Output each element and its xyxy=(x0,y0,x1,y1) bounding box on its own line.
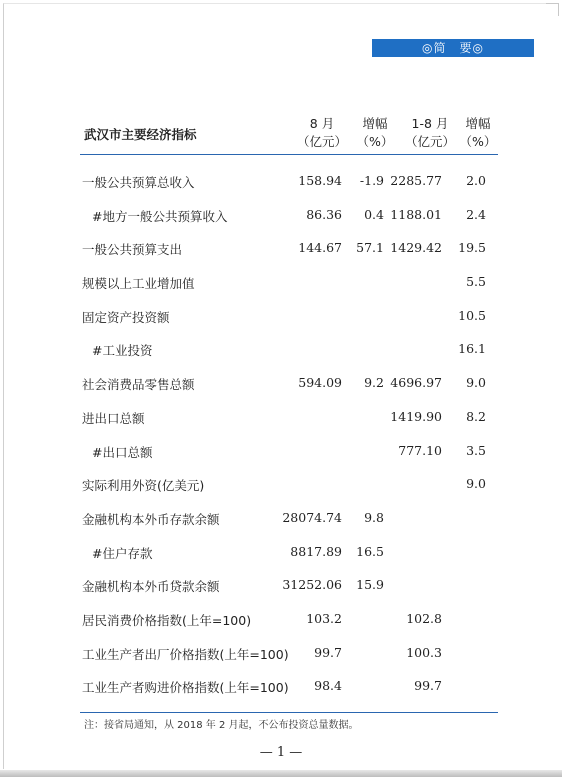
table-header xyxy=(80,113,498,155)
cell-ytd-value: 99.7 xyxy=(414,678,442,694)
column-header-aug-growth: 增幅 （%） xyxy=(356,116,394,149)
cell-aug-value: 158.94 xyxy=(298,173,342,188)
row-label: 工业生产者购进价格指数(上年=100) xyxy=(82,680,289,696)
table-row xyxy=(80,368,498,402)
table-row xyxy=(80,334,498,368)
cell-aug-growth: 16.5 xyxy=(356,543,384,559)
table-row xyxy=(80,436,498,470)
cell-aug-value: 144.67 xyxy=(298,240,342,256)
cell-ytd-value: 2285.77 xyxy=(390,173,442,188)
row-label: #工业投资 xyxy=(92,343,153,359)
cell-aug-growth: 0.4 xyxy=(364,206,384,222)
cell-aug-growth: 15.9 xyxy=(356,577,384,593)
row-label: 进出口总额 xyxy=(82,410,145,426)
table-row xyxy=(80,267,498,301)
cell-aug-growth: 57.1 xyxy=(356,240,384,256)
page-number: — 1 — xyxy=(259,745,303,760)
indicator-table xyxy=(80,166,498,705)
cell-aug-growth: 9.8 xyxy=(364,509,384,525)
cell-ytd-growth: 19.5 xyxy=(458,240,486,256)
cell-ytd-growth: 16.1 xyxy=(458,341,486,357)
row-label: 工业生产者出厂价格指数(上年=100) xyxy=(82,646,289,662)
row-label: 金融机构本外币贷款余额 xyxy=(82,579,220,595)
cell-ytd-growth: 2.4 xyxy=(466,206,486,222)
row-label: 固定资产投资额 xyxy=(82,309,170,325)
cell-ytd-value: 4696.97 xyxy=(390,375,442,391)
cell-ytd-value: 102.8 xyxy=(406,610,442,626)
cell-aug-value: 28074.74 xyxy=(282,509,342,525)
table-row xyxy=(80,469,498,503)
table-row xyxy=(80,638,498,672)
cell-ytd-growth: 3.5 xyxy=(466,442,486,458)
table-row xyxy=(80,537,498,571)
cell-aug-growth: -1.9 xyxy=(359,173,384,188)
row-label: 居民消费价格指数(上年=100) xyxy=(82,612,252,628)
cell-aug-value: 594.09 xyxy=(298,375,342,391)
table-row xyxy=(80,503,498,537)
table-row xyxy=(80,570,498,604)
row-label: 一般公共预算支出 xyxy=(82,242,183,258)
cell-aug-value: 98.4 xyxy=(314,678,342,694)
row-label: #地方一般公共预算收入 xyxy=(92,208,228,224)
column-header-aug: 8 月 （亿元） xyxy=(296,116,347,149)
table-row xyxy=(80,166,498,200)
table-row xyxy=(80,233,498,267)
table-row xyxy=(80,671,498,705)
table-row xyxy=(80,604,498,638)
cell-aug-growth: 9.2 xyxy=(364,375,384,391)
row-label: 一般公共预算总收入 xyxy=(82,175,195,190)
header-rule xyxy=(80,154,498,155)
footnote: 注：接省局通知，从 2018 年 2 月起，不公布投资总量数据。 xyxy=(84,720,359,731)
cell-aug-value: 8817.89 xyxy=(290,543,342,559)
column-header-ytd-growth: 增幅 （%） xyxy=(459,116,497,149)
cell-ytd-growth: 9.0 xyxy=(466,375,486,391)
cell-ytd-value: 1419.90 xyxy=(390,408,442,424)
table-row xyxy=(80,301,498,335)
row-label: 实际利用外资(亿美元) xyxy=(82,478,205,494)
cell-aug-value: 31252.06 xyxy=(282,577,342,593)
cell-ytd-value: 1429.42 xyxy=(390,240,442,256)
footer-rule xyxy=(80,712,498,713)
cell-aug-value: 103.2 xyxy=(306,610,342,626)
cell-ytd-value: 1188.01 xyxy=(390,206,442,222)
cell-ytd-growth: 9.0 xyxy=(466,476,486,492)
cell-ytd-growth: 5.5 xyxy=(466,274,486,290)
row-label: #住户存款 xyxy=(92,545,153,561)
cell-aug-value: 99.7 xyxy=(314,644,342,660)
cell-ytd-growth: 2.0 xyxy=(466,173,486,188)
page-corner xyxy=(546,3,559,16)
cell-ytd-value: 777.10 xyxy=(398,442,442,458)
cell-aug-value: 86.36 xyxy=(306,206,342,222)
cell-ytd-growth: 10.5 xyxy=(458,307,486,323)
row-label: #出口总额 xyxy=(92,444,153,460)
column-header-ytd: 1-8 月 （亿元） xyxy=(404,116,455,149)
table-row xyxy=(80,402,498,436)
cell-ytd-growth: 8.2 xyxy=(466,408,486,424)
row-label: 社会消费品零售总额 xyxy=(82,377,195,393)
cell-ytd-value: 100.3 xyxy=(406,644,442,660)
page-bottom-shadow xyxy=(0,770,562,777)
table-row xyxy=(80,200,498,234)
section-banner: ◎简 要◎ xyxy=(372,39,534,57)
row-label: 规模以上工业增加值 xyxy=(82,276,195,292)
row-label: 金融机构本外币存款余额 xyxy=(82,511,220,527)
table-title: 武汉市主要经济指标 xyxy=(84,127,197,142)
